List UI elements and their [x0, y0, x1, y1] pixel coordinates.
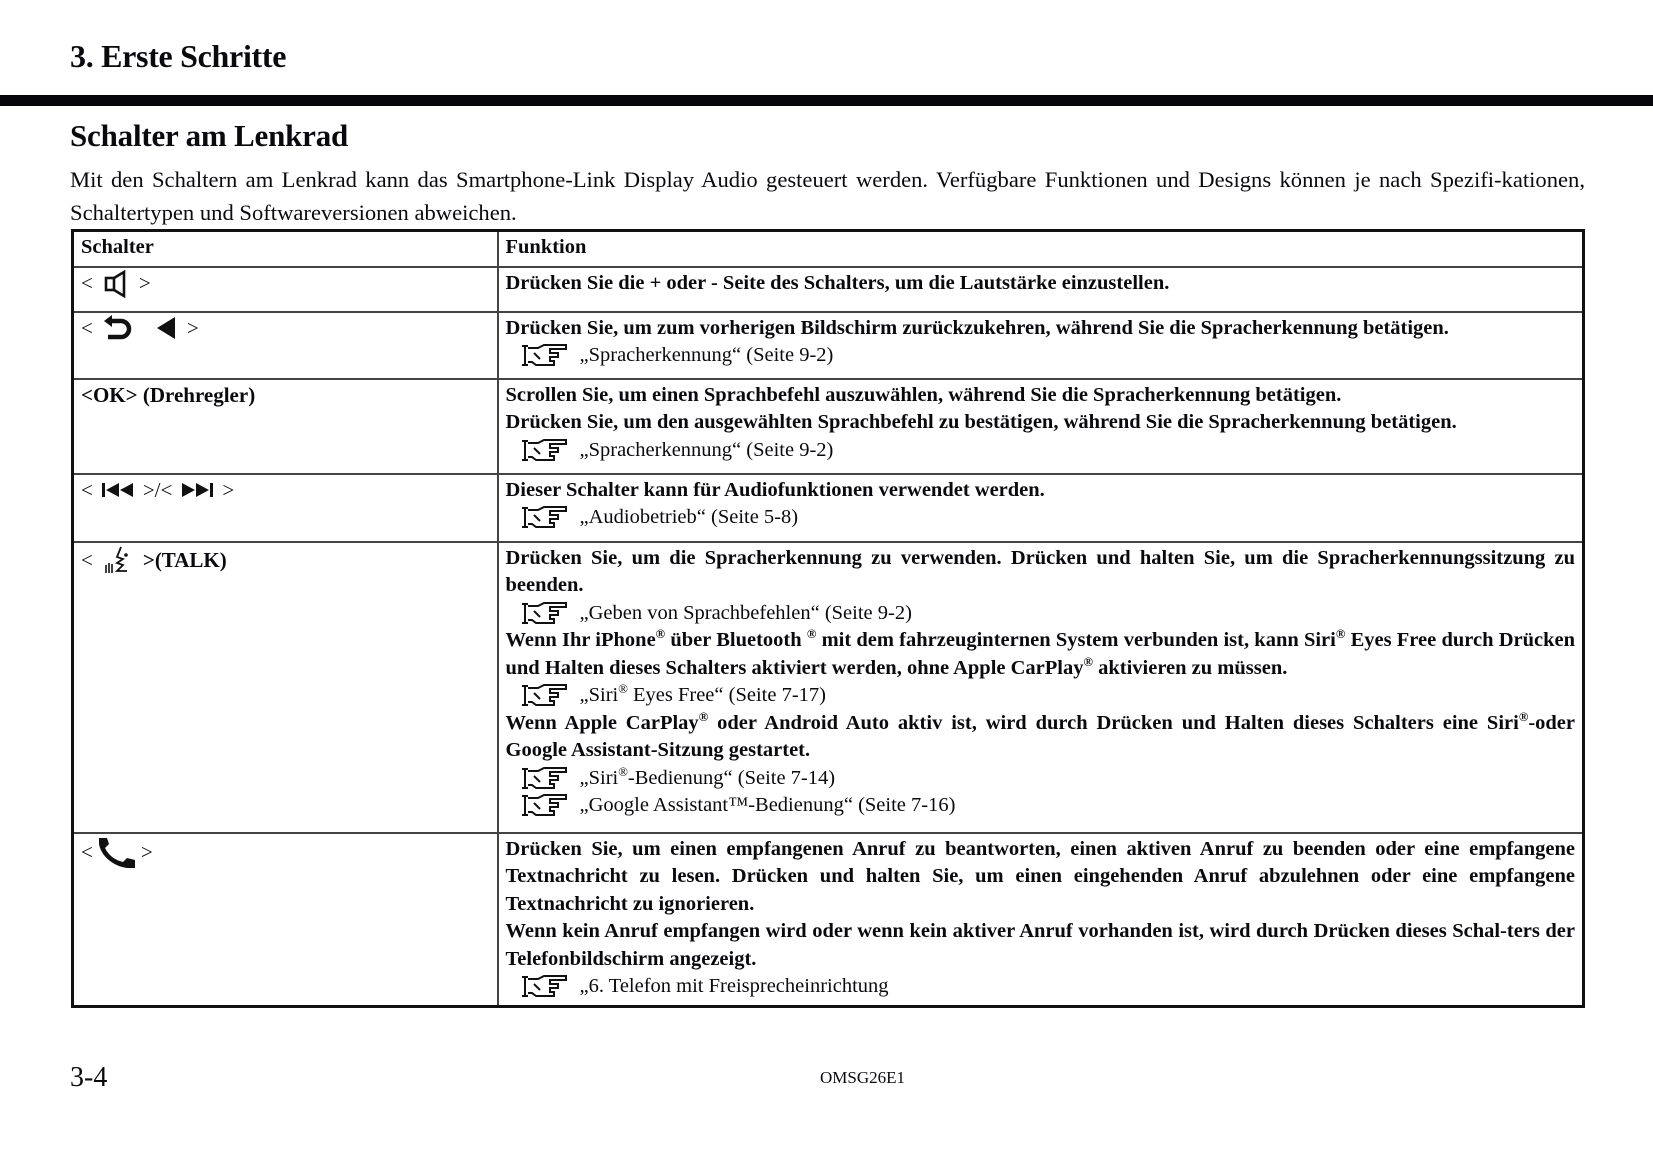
page-reference-link[interactable] [506, 682, 1576, 710]
switch-cell [73, 267, 498, 312]
bracket-close: > [138, 270, 151, 295]
bracket-close: > [140, 839, 153, 864]
page-number: 3-4 [70, 1062, 108, 1093]
column-header-function: Funktion [498, 231, 1584, 267]
switch-cell [73, 542, 498, 833]
header-rule [0, 95, 1653, 106]
function-text: Drücken Sie die + oder - Seite des Schalters, um die Lautstärke einzustellen. [505, 271, 1170, 294]
function-cell [498, 267, 1584, 312]
pointing-hand-icon [520, 438, 570, 463]
left-triangle-icon [155, 316, 177, 340]
page-reference-link[interactable] [506, 437, 1576, 465]
function-text: Drücken Sie, um die Spracherkennung zu verwenden. Drücken und halten Sie, um die Spracherkennungssitzung zu beenden. [505, 546, 1575, 596]
function-cell [498, 312, 1584, 379]
page-reference-link[interactable] [506, 342, 1576, 370]
page-reference-link[interactable] [506, 765, 1576, 793]
reference-text: „Spracherkennung“ (Seite 9-2) [579, 438, 834, 461]
switch-label: >(TALK) [142, 547, 227, 572]
function-text: Wenn Apple CarPlay® oder Android Auto aktiv ist, wird durch Drücken und Halten dieses Schalters eine Siri®-oder Google Assistant-Sitzung gestartet. [505, 709, 1575, 761]
page-reference-link[interactable] [506, 792, 1576, 820]
speaker-icon [103, 270, 129, 298]
table-row [73, 379, 1584, 474]
switch-cell [73, 833, 498, 1007]
reference-text: „6. Telefon mit Freisprecheinrichtung [579, 975, 889, 997]
table-row [73, 833, 1584, 1007]
reference-text: „Geben von Sprachbefehlen“ (Seite 9-2) [579, 601, 912, 624]
skip-back-icon [101, 481, 135, 499]
function-text: Drücken Sie, um den ausgewählten Sprachbefehl zu bestätigen, während Sie die Spracherkennung betätigen. [505, 411, 1457, 433]
pointing-hand-icon [520, 766, 570, 791]
intro-paragraph: Mit den Schaltern am Lenkrad kann das Smartphone-Link Display Audio gesteuert werden. Verfügbare Funktionen und Designs können je nach Spezifi-kationen, Schaltertypen und Softwareversionen abweichen. [70, 167, 1585, 225]
back-arrow-icon [103, 315, 133, 341]
reference-text: „Siri® Eyes Free“ (Seite 7-17) [579, 682, 826, 706]
reference-text: „Siri®-Bedienung“ (Seite 7-14) [579, 764, 836, 789]
page-reference-link[interactable] [506, 600, 1576, 628]
separator: >/< [142, 477, 173, 502]
function-text: Dieser Schalter kann für Audiofunktionen verwendet werden. [505, 478, 1045, 501]
reference-text: „Spracherkennung“ (Seite 9-2) [579, 344, 834, 366]
bracket-close: > [186, 315, 199, 340]
switch-table [71, 229, 1585, 1008]
column-header-switch: Schalter [73, 231, 498, 267]
switch-cell [73, 379, 498, 474]
table-row [73, 542, 1584, 833]
bracket-open: < [81, 270, 93, 295]
pointing-hand-icon [520, 683, 570, 708]
switch-cell [73, 312, 498, 379]
table-row [73, 312, 1584, 379]
page-reference-link[interactable] [506, 973, 1576, 1001]
function-text: Wenn kein Anruf empfangen wird oder wenn kein aktiver Anruf vorhanden ist, wird durch Drücken dieses Schal-ters der Telefonbildschirm angezeigt. [505, 920, 1575, 970]
function-text: Wenn Ihr iPhone® über Bluetooth ® mit dem fahrzeuginternen System verbunden ist, kann Siri® Eyes Free durch Drücken und Halten dieses Schalters aktiviert werden, ohne Apple CarPlay® aktivieren zu müssen. [505, 627, 1575, 679]
bracket-close: > [222, 477, 235, 502]
document-code: OMSG26E1 [820, 1068, 906, 1087]
function-cell [498, 833, 1584, 1007]
function-text: Drücken Sie, um einen empfangenen Anruf zu beantworten, einen aktiven Anruf zu beenden oder eine empfangene Textnachricht zu lesen. Drücken und halten Sie, um einen eingehenden Anruf abzulehnen oder eine empfangene Textnachricht zu ignorieren. [505, 837, 1575, 915]
function-text: Drücken Sie, um zum vorherigen Bildschirm zurückzukehren, während Sie die Spracherkennung betätigen. [505, 316, 1449, 339]
bracket-open: < [81, 839, 93, 864]
function-cell [498, 474, 1584, 542]
bracket-open: < [81, 315, 93, 340]
chapter-title: 3. Erste Schritte [70, 38, 287, 74]
reference-text: „Audiobetrieb“ (Seite 5-8) [579, 506, 799, 528]
switch-cell [73, 474, 498, 542]
pointing-hand-icon [520, 974, 570, 999]
talk-icon [103, 545, 133, 577]
switch-label: <OK> (Drehregler) [81, 382, 256, 407]
phone-icon [95, 836, 139, 870]
table-row [73, 474, 1584, 542]
pointing-hand-icon [520, 793, 570, 818]
pointing-hand-icon [520, 343, 570, 368]
page-reference-link[interactable] [506, 504, 1576, 532]
function-text: Scrollen Sie, um einen Sprachbefehl auszuwählen, während Sie die Spracherkennung betätigen. [505, 383, 1342, 406]
function-cell [498, 542, 1584, 833]
table-row [73, 267, 1584, 312]
table-header-row [73, 231, 1584, 267]
function-cell [498, 379, 1584, 474]
reference-text: „Google Assistant™-Bedienung“ (Seite 7-16) [579, 794, 956, 816]
bracket-open: < [81, 477, 93, 502]
pointing-hand-icon [520, 601, 570, 626]
section-title: Schalter am Lenkrad [70, 118, 349, 153]
pointing-hand-icon [520, 505, 570, 530]
bracket-open: < [81, 547, 93, 572]
skip-forward-icon [180, 481, 214, 499]
